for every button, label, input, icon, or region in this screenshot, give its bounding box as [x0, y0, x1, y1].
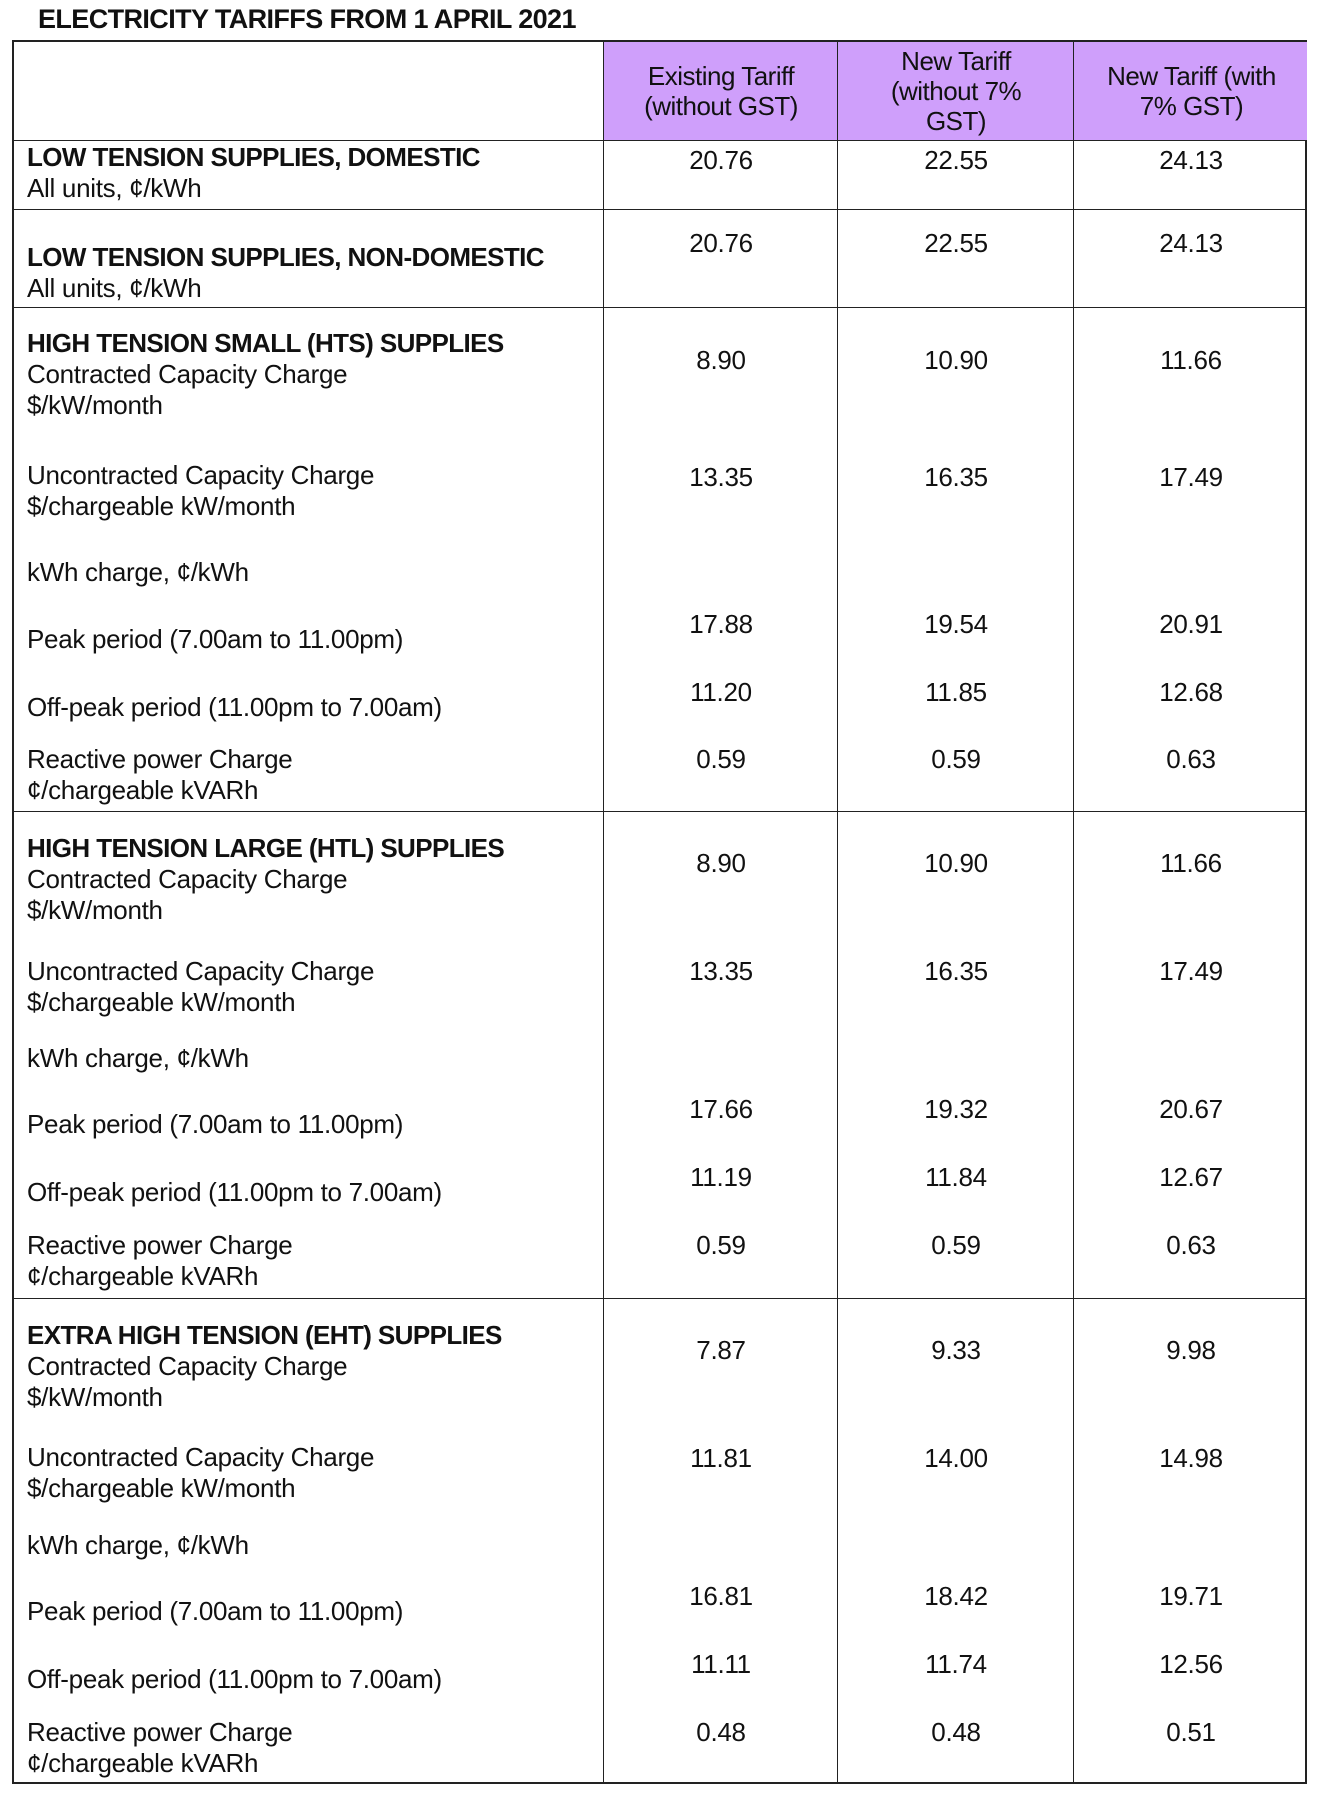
row-label: Peak period (7.00am to 11.00pm) [27, 1109, 404, 1139]
value-cell: 22.55 [924, 228, 988, 258]
column-divider [837, 42, 838, 1782]
row-label-unit: ¢/chargeable kVARh [27, 775, 259, 805]
row-label: Reactive power Charge [27, 744, 293, 774]
row-divider [14, 140, 1305, 141]
value-cell: 22.55 [924, 145, 988, 175]
value-cell: 11.19 [690, 1162, 752, 1192]
value-cell: 13.35 [689, 462, 753, 492]
value-cell: 7.87 [696, 1335, 746, 1365]
section-heading-lt-domestic: LOW TENSION SUPPLIES, DOMESTIC [27, 142, 480, 172]
value-cell: 11.81 [690, 1443, 752, 1473]
value-cell: 11.66 [1160, 345, 1222, 375]
value-cell: 12.67 [1159, 1162, 1223, 1192]
value-cell: 11.84 [925, 1162, 987, 1192]
value-cell: 0.48 [931, 1717, 981, 1747]
value-cell: 9.33 [931, 1335, 981, 1365]
value-cell: 18.42 [924, 1581, 988, 1611]
value-cell: 17.49 [1159, 462, 1223, 492]
row-label: Off-peak period (11.00pm to 7.00am) [27, 1664, 442, 1694]
row-divider [14, 307, 1305, 308]
value-cell: 24.13 [1159, 228, 1223, 258]
header-new-tariff-without-gst: New Tariff (without 7% GST) [890, 46, 1022, 136]
row-label: Reactive power Charge [27, 1717, 293, 1747]
column-divider [603, 42, 604, 1782]
row-label-unit: $/kW/month [27, 390, 163, 420]
row-divider [14, 1298, 1305, 1299]
value-cell: 0.59 [931, 744, 981, 774]
value-cell: 11.85 [925, 677, 987, 707]
page-title: ELECTRICITY TARIFFS FROM 1 APRIL 2021 [38, 4, 576, 34]
value-cell: 11.74 [925, 1649, 987, 1679]
value-cell: 0.59 [696, 1230, 746, 1260]
column-divider [1073, 42, 1074, 1782]
row-label-unit: $/chargeable kW/month [27, 987, 296, 1017]
row-label: Uncontracted Capacity Charge [27, 956, 375, 986]
row-label-unit: ¢/chargeable kVARh [27, 1748, 259, 1778]
row-label: Uncontracted Capacity Charge [27, 1442, 375, 1472]
value-cell: 10.90 [924, 345, 988, 375]
value-cell: 11.11 [691, 1649, 751, 1679]
row-label: Peak period (7.00am to 11.00pm) [27, 624, 404, 654]
value-cell: 10.90 [924, 848, 988, 878]
row-label-unit: $/kW/month [27, 895, 163, 925]
row-label: Off-peak period (11.00pm to 7.00am) [27, 692, 442, 722]
value-cell: 0.63 [1166, 1230, 1216, 1260]
row-label: Uncontracted Capacity Charge [27, 460, 375, 490]
value-cell: 0.48 [696, 1717, 746, 1747]
row-label: Contracted Capacity Charge [27, 864, 348, 894]
value-cell: 19.54 [924, 609, 988, 639]
value-cell: 0.59 [931, 1230, 981, 1260]
value-cell: 14.98 [1159, 1443, 1223, 1473]
row-label-unit: ¢/chargeable kVARh [27, 1261, 259, 1291]
value-cell: 19.32 [924, 1094, 988, 1124]
value-cell: 13.35 [689, 956, 753, 986]
value-cell: 20.76 [689, 145, 753, 175]
section-heading-lt-non-domestic: LOW TENSION SUPPLIES, NON-DOMESTIC [27, 242, 544, 272]
row-divider [14, 209, 1305, 210]
header-existing-tariff: Existing Tariff (without GST) [644, 61, 798, 121]
value-cell: 17.49 [1159, 956, 1223, 986]
row-label: kWh charge, ¢/kWh [27, 1043, 249, 1073]
value-cell: 11.20 [690, 677, 752, 707]
value-cell: 20.67 [1159, 1094, 1223, 1124]
row-label: Reactive power Charge [27, 1230, 293, 1260]
row-label-unit: $/chargeable kW/month [27, 491, 296, 521]
section-heading-hts: HIGH TENSION SMALL (HTS) SUPPLIES [27, 328, 504, 358]
value-cell: 16.81 [689, 1581, 753, 1611]
row-divider [14, 811, 1305, 812]
row-label: Contracted Capacity Charge [27, 359, 348, 389]
section-heading-htl: HIGH TENSION LARGE (HTL) SUPPLIES [27, 833, 505, 863]
value-cell: 14.00 [924, 1443, 988, 1473]
value-cell: 8.90 [696, 848, 746, 878]
value-cell: 24.13 [1159, 145, 1223, 175]
value-cell: 12.68 [1159, 677, 1223, 707]
row-label: Off-peak period (11.00pm to 7.00am) [27, 1177, 442, 1207]
value-cell: 11.66 [1160, 848, 1222, 878]
value-cell: 17.66 [689, 1094, 753, 1124]
tariff-table [12, 40, 1307, 1784]
value-cell: 17.88 [689, 609, 753, 639]
value-cell: 0.51 [1166, 1717, 1216, 1747]
value-cell: 0.59 [696, 744, 746, 774]
row-label-unit: All units, ¢/kWh [27, 173, 202, 203]
row-label: Contracted Capacity Charge [27, 1351, 348, 1381]
value-cell: 16.35 [924, 462, 988, 492]
row-label-unit: All units, ¢/kWh [27, 273, 202, 303]
row-label-unit: $/kW/month [27, 1382, 163, 1412]
row-label: kWh charge, ¢/kWh [27, 1530, 249, 1560]
value-cell: 9.98 [1166, 1335, 1216, 1365]
value-cell: 20.76 [689, 228, 753, 258]
value-cell: 16.35 [924, 956, 988, 986]
row-label-unit: $/chargeable kW/month [27, 1473, 296, 1503]
row-label: Peak period (7.00am to 11.00pm) [27, 1596, 404, 1626]
value-cell: 8.90 [696, 345, 746, 375]
value-cell: 20.91 [1159, 609, 1223, 639]
section-heading-eht: EXTRA HIGH TENSION (EHT) SUPPLIES [27, 1320, 502, 1350]
value-cell: 12.56 [1159, 1649, 1223, 1679]
value-cell: 0.63 [1166, 744, 1216, 774]
header-new-tariff-with-gst: New Tariff (with 7% GST) [1107, 61, 1276, 121]
value-cell: 19.71 [1159, 1581, 1223, 1611]
row-label: kWh charge, ¢/kWh [27, 557, 249, 587]
